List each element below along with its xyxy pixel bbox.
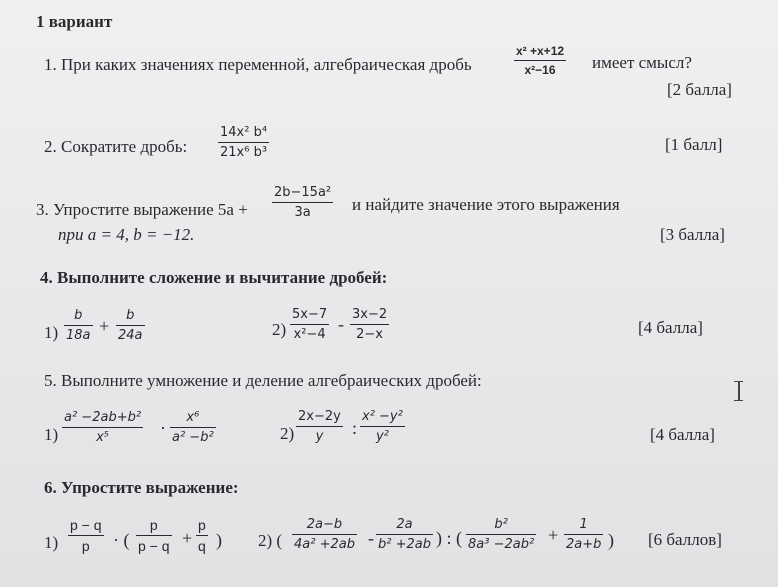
fraction-bar [136,535,172,536]
fraction-bar [466,534,536,535]
q2-text: 2. Сократите дробь: [44,137,188,156]
fraction-bar [360,426,405,427]
q6-p1-f3-num: p [198,517,206,533]
q4-p2-f1-den: x²−4 [293,327,326,342]
fraction-bar [64,325,93,326]
q6-p2-f2-den: b² +2ab [378,537,431,552]
q6-p2-f3-den: 8a³ −2ab² [468,537,535,552]
q3-frac-den: 3a [294,205,311,220]
q6-p1-fraction-1 [68,518,104,553]
q6-p2-plus: + [548,525,559,545]
fraction-bar [376,534,433,535]
q6-p1-f1-num: p − q [70,517,102,533]
q6-p2-fraction-3 [466,518,536,551]
q3-tail: и найдите значение этого выражения [352,195,620,214]
q1-points: [2 балла] [667,80,732,99]
q6-part2-label: 2) ( [258,531,283,550]
q6-p2-fraction-1 [292,518,357,551]
fraction-bar [116,325,145,326]
q2-frac-den: 21x⁶ b³ [220,145,268,160]
q4-points: [4 балла] [638,318,703,337]
q6-part1-label: 1) [44,533,59,552]
q5-part2-label: 2) [280,424,295,443]
q4-p1-f1-num: b [74,308,83,323]
q6-p1-plus: + [182,528,193,548]
q6-p2-fraction-2 [376,518,433,551]
q6-p1-f2-den: p − q [138,538,170,554]
q6-p2-f1-num: 2a−b [306,517,343,532]
q1-fraction [514,45,566,76]
fraction-bar [350,324,389,325]
q5-text: 5. Выполните умножение и деление алгебраических дробей: [44,371,482,390]
q5-p1-fraction-2 [170,411,216,444]
q5-p1-operator: · [160,418,166,438]
q4-p1-fraction-1 [64,309,93,342]
q6-p1-fraction-3 [196,518,208,553]
q2-fraction [218,126,269,159]
q5-p1-f2-den: a² −b² [172,430,214,445]
q6-p1-f2-num: p [149,517,158,533]
q5-p2-f2-num: x² −y² [362,409,403,424]
q4-part2-label: 2) [272,320,287,339]
q1-frac-den: x²−16 [524,63,556,77]
q4-text: 4. Выполните сложение и вычитание дробей: [40,268,388,287]
q5-p1-fraction-1 [62,411,143,444]
text-cursor-icon [733,380,745,402]
q3-frac-num: 2b−15a² [274,185,332,200]
q6-text: 6. Упростите выражение: [44,478,239,497]
q6-p1-dot: · ( [113,530,130,550]
fraction-bar [68,535,104,536]
q6-p2-divide: ) : ( [436,528,462,548]
q4-p1-fraction-2 [116,309,145,342]
q5-p2-f2-den: y² [375,429,389,444]
q3-text: 3. Упростите выражение 5a + [36,200,248,219]
q6-points: [6 баллов] [648,530,722,549]
q4-p2-fraction-2 [350,308,389,341]
fraction-bar [62,427,143,428]
q5-part1-label: 1) [44,425,59,444]
q4-p2-operator: - [338,314,344,334]
fraction-bar [218,142,269,143]
q5-p2-fraction-2 [360,410,405,443]
q2-frac-num: 14x² b⁴ [220,125,268,140]
q5-p2-operator: : [352,418,358,438]
q1-tail: имеет смысл? [592,53,692,72]
q6-p2-f1-den: 4a² +2ab [294,537,355,552]
fraction-bar [170,427,216,428]
q6-p1-fraction-2 [136,518,172,553]
q6-p1-f1-den: p [81,538,90,554]
fraction-bar [564,534,603,535]
q4-part1-label: 1) [44,323,59,342]
q4-p2-fraction-1 [290,308,329,341]
q6-p1-f3-den: q [198,538,206,554]
fraction-bar [196,535,208,536]
q3-line2: при a = 4, b = −12. [58,225,195,244]
q5-p1-f1-num: a² −2ab+b² [64,410,142,425]
fraction-bar [292,534,357,535]
q5-p1-f1-den: x⁵ [96,430,109,445]
fraction-bar [514,60,566,61]
q5-points: [4 балла] [650,425,715,444]
fraction-bar [272,202,333,203]
q6-p2-f4-num: 1 [579,517,588,532]
q5-p1-f2-num: x⁶ [186,410,200,425]
q4-p1-f2-num: b [126,308,135,323]
q2-points: [1 балл] [665,135,723,154]
q3-fraction [272,186,333,219]
q4-p1-f2-den: 24a [118,328,143,343]
q1-frac-num: x² +x+12 [516,44,565,58]
q6-p2-f3-num: b² [494,517,508,532]
q6-p2-f4-den: 2a+b [566,537,602,552]
q5-p2-f1-num: 2x−2y [298,409,341,424]
q6-p1-close: ) [216,530,222,550]
fraction-bar [290,324,329,325]
q4-p1-operator: + [99,316,110,336]
variant-title: 1 вариант [36,12,113,31]
q6-p2-fraction-4 [564,518,603,551]
q5-p2-fraction-1 [296,410,343,443]
q4-p2-f2-num: 3x−2 [352,307,388,322]
q6-p2-close: ) [608,530,614,550]
fraction-bar [296,426,343,427]
q6-p2-minus: - [368,528,374,548]
q4-p1-f1-den: 18a [66,328,91,343]
q3-points: [3 балла] [660,225,725,244]
q4-p2-f2-den: 2−x [356,327,383,342]
q1-text: 1. При каких значениях переменной, алгебраическая дробь [44,55,472,74]
q6-p2-f2-num: 2a [396,517,413,532]
q4-p2-f1-num: 5x−7 [292,307,328,322]
q5-p2-f1-den: y [315,429,324,444]
